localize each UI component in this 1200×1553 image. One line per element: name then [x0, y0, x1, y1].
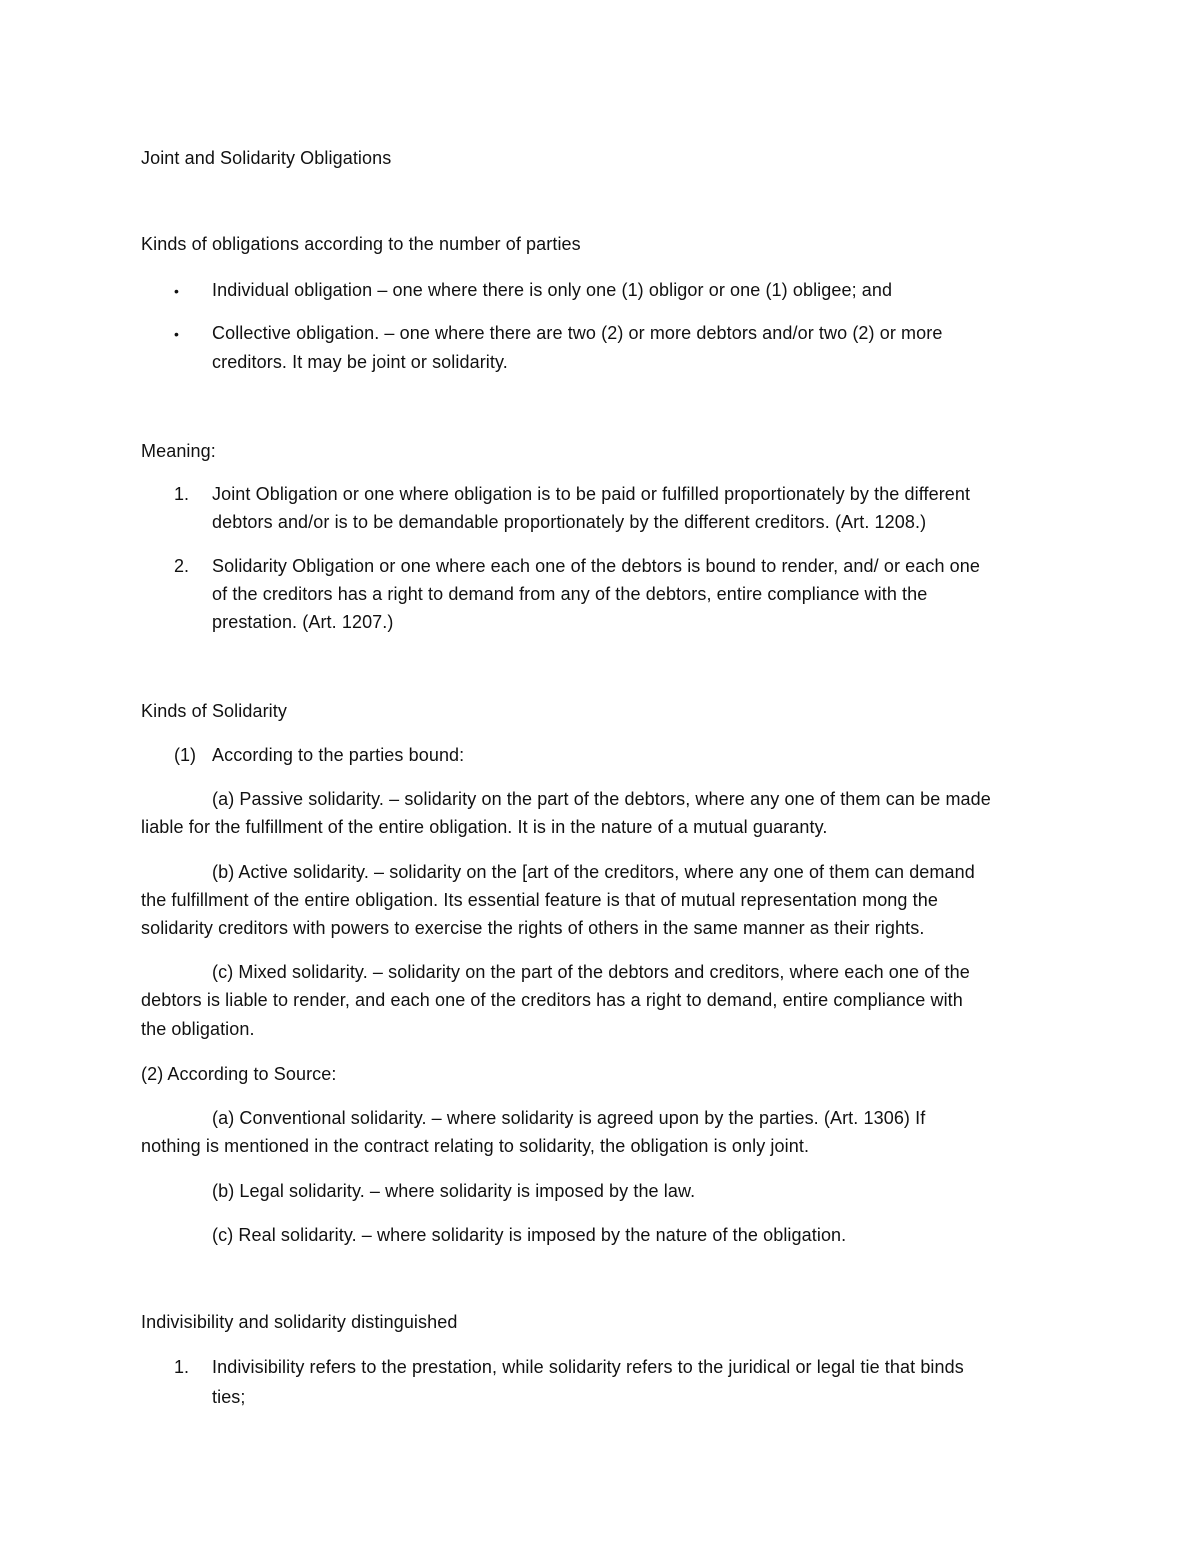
meaning-item-2-line-3: prestation. (Art. 1207.) [212, 612, 394, 632]
conventional-solidarity-line-1: (a) Conventional solidarity. – where solidarity is agreed upon by the parties. (Art. 1306) If [212, 1108, 926, 1128]
distinguished-heading: Indivisibility and solidarity distinguished [141, 1312, 458, 1332]
solidarity-heading: Kinds of Solidarity [141, 701, 287, 721]
meaning-item-1-line-2: debtors and/or is to be demandable proportionately by the different creditors. (Art. 1208.) [212, 512, 927, 532]
meaning-item-2-line-2: of the creditors has a right to demand from any of the debtors, entire compliance with the [212, 584, 928, 604]
active-solidarity-line-2: the fulfillment of the entire obligation. Its essential feature is that of mutual representation mong the [141, 890, 938, 910]
bullet-icon: • [174, 326, 179, 342]
bullet-item-individual-line-1: Individual obligation – one where there is only one (1) obligor or one (1) obligee; and [212, 280, 893, 300]
bullet-item-collective-line-1: Collective obligation. – one where there are two (2) or more debtors and/or two (2) or more [212, 323, 943, 343]
active-solidarity-line-3: solidarity creditors with powers to exercise the rights of others in the same manner as their rights. [141, 918, 925, 938]
mixed-solidarity-line-1: (c) Mixed solidarity. – solidarity on the part of the debtors and creditors, where each one of the [212, 962, 970, 982]
bullet-item-collective-line-2: creditors. It may be joint or solidarity. [212, 352, 508, 372]
list-number: 2. [174, 556, 190, 576]
real-solidarity-line-1: (c) Real solidarity. – where solidarity is imposed by the nature of the obligation. [212, 1225, 847, 1245]
passive-solidarity-line-2: liable for the fulfillment of the entire obligation. It is in the nature of a mutual guaranty. [141, 817, 828, 837]
distinguished-item-1-line-1: Indivisibility refers to the prestation, while solidarity refers to the juridical or legal tie that binds [212, 1357, 964, 1377]
passive-solidarity-line-1: (a) Passive solidarity. – solidarity on the part of the debtors, where any one of them can be made [212, 789, 991, 809]
active-solidarity-line-1: (b) Active solidarity. – solidarity on the [art of the creditors, where any one of them can demand [212, 862, 975, 882]
mixed-solidarity-line-2: debtors is liable to render, and each one of the creditors has a right to demand, entire compliance with [141, 990, 963, 1010]
bullet-icon: • [174, 283, 179, 299]
legal-solidarity-line-1: (b) Legal solidarity. – where solidarity is imposed by the law. [212, 1181, 696, 1201]
list-number: 1. [174, 484, 190, 504]
source-label: (2) According to Source: [141, 1064, 337, 1084]
conventional-solidarity-line-2: nothing is mentioned in the contract relating to solidarity, the obligation is only joint. [141, 1136, 810, 1156]
kinds-heading: Kinds of obligations according to the number of parties [141, 234, 581, 254]
list-number: 1. [174, 1357, 190, 1377]
list-number: (1) [174, 745, 196, 765]
meaning-item-2-line-1: Solidarity Obligation or one where each one of the debtors is bound to render, and/ or each one [212, 556, 981, 576]
parties-bound-label: According to the parties bound: [212, 745, 465, 765]
distinguished-item-1-line-2: ties; [212, 1387, 246, 1407]
document-title: Joint and Solidarity Obligations [141, 148, 392, 168]
meaning-heading: Meaning: [141, 441, 216, 461]
meaning-item-1-line-1: Joint Obligation or one where obligation is to be paid or fulfilled proportionately by the different [212, 484, 971, 504]
mixed-solidarity-line-3: the obligation. [141, 1019, 255, 1039]
